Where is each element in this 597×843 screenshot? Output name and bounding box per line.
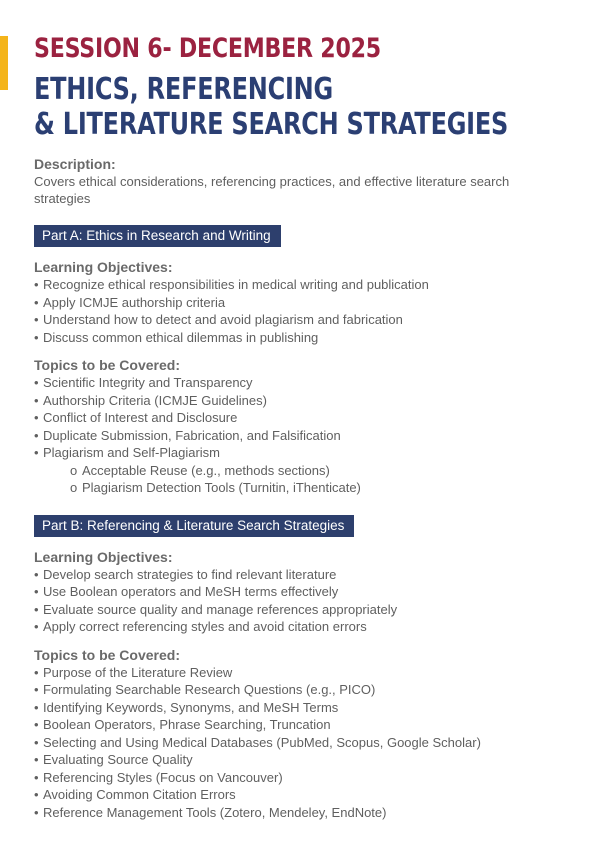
bullet-icon: • — [34, 312, 39, 327]
list-item: • Discuss common ethical dilemmas in publishing — [34, 329, 319, 345]
bullet-icon: • — [34, 769, 39, 785]
document-page — [34, 30, 574, 821]
bullet-icon: • — [34, 601, 39, 617]
part-b-objectives-list — [34, 566, 574, 636]
bullet-icon: • — [34, 619, 39, 634]
list-item: • Scientific Integrity and Transparency — [34, 375, 253, 390]
bullet-icon: • — [34, 427, 39, 443]
sub-list-item: o Acceptable Reuse (e.g., methods sections) — [70, 462, 330, 478]
list-item: • Develop search strategies to find relevant literature — [34, 566, 337, 582]
part-b-topics-list — [34, 664, 574, 822]
bullet-icon: • — [34, 445, 39, 460]
list-item: • Reference Management Tools (Zotero, Mendeley, EndNote) — [34, 804, 387, 820]
list-item: • Identifying Keywords, Synonyms, and MeSH Terms — [34, 699, 339, 715]
bullet-icon: • — [34, 752, 39, 767]
bullet-icon: • — [34, 566, 39, 582]
list-item: • Boolean Operators, Phrase Searching, Truncation — [34, 717, 331, 732]
list-item: • Selecting and Using Medical Databases (PubMed, Scopus, Google Scholar) — [34, 734, 481, 750]
list-item: • Avoiding Common Citation Errors — [34, 787, 236, 802]
list-item: • Referencing Styles (Focus on Vancouver) — [34, 769, 283, 785]
bullet-icon: • — [34, 584, 39, 599]
list-item: • Formulating Searchable Research Questions (e.g., PICO) — [34, 682, 376, 697]
part-a-objectives-list — [34, 276, 574, 346]
part-a-topics-list — [34, 374, 574, 462]
bullet-icon: • — [34, 664, 39, 680]
part-a-objectives-label: Learning Objectives: — [34, 259, 173, 275]
session-title: SESSION 6- DECEMBER 2025 — [34, 33, 381, 64]
list-item: • Apply correct referencing styles and avoid citation errors — [34, 619, 367, 634]
part-a-header: Part A: Ethics in Research and Writing — [34, 225, 281, 247]
part-b-objectives-label: Learning Objectives: — [34, 548, 173, 565]
list-item: • Evaluating Source Quality — [34, 752, 193, 767]
bullet-icon: • — [34, 682, 39, 697]
bullet-icon: • — [34, 804, 39, 820]
main-title-line2: & LITERATURE SEARCH STRATEGIES — [34, 107, 509, 142]
bullet-icon: • — [34, 294, 39, 310]
list-item: • Evaluate source quality and manage references appropriately — [34, 601, 398, 617]
bullet-icon: • — [34, 329, 39, 345]
description-text: Covers ethical considerations, referencing practices, and effective literature search strategies — [34, 174, 510, 206]
sub-bullet-icon: o — [70, 462, 78, 478]
main-title-line1: ETHICS, REFERENCING — [34, 72, 333, 107]
list-item: • Understand how to detect and avoid plagiarism and fabrication — [34, 312, 403, 327]
part-a-subtopics-list — [34, 462, 574, 497]
bullet-icon: • — [34, 410, 39, 425]
part-b-topics-label: Topics to be Covered: — [34, 646, 180, 663]
list-item: • Apply ICMJE authorship criteria — [34, 294, 226, 310]
sub-bullet-icon: o — [70, 480, 78, 495]
bullet-icon: • — [34, 277, 39, 292]
bullet-icon: • — [34, 734, 39, 750]
list-item: • Conflict of Interest and Disclosure — [34, 410, 238, 425]
list-item: • Recognize ethical responsibilities in medical writing and publication — [34, 277, 429, 292]
bullet-icon: • — [34, 375, 39, 390]
bullet-icon: • — [34, 717, 39, 732]
sub-list-item: o Plagiarism Detection Tools (Turnitin, iThenticate) — [70, 480, 361, 495]
list-item: • Use Boolean operators and MeSH terms effectively — [34, 584, 339, 599]
bullet-icon: • — [34, 392, 39, 408]
list-item: • Plagiarism and Self-Plagiarism — [34, 445, 221, 460]
part-a-topics-label: Topics to be Covered: — [34, 357, 180, 373]
part-b-header: Part B: Referencing & Literature Search Strategies — [34, 515, 354, 537]
description-label: Description: — [34, 156, 116, 172]
bullet-icon: • — [34, 787, 39, 802]
list-item: • Authorship Criteria (ICMJE Guidelines) — [34, 392, 267, 408]
accent-bar — [0, 36, 8, 90]
list-item: • Purpose of the Literature Review — [34, 664, 233, 680]
bullet-icon: • — [34, 699, 39, 715]
list-item: • Duplicate Submission, Fabrication, and Falsification — [34, 427, 341, 443]
